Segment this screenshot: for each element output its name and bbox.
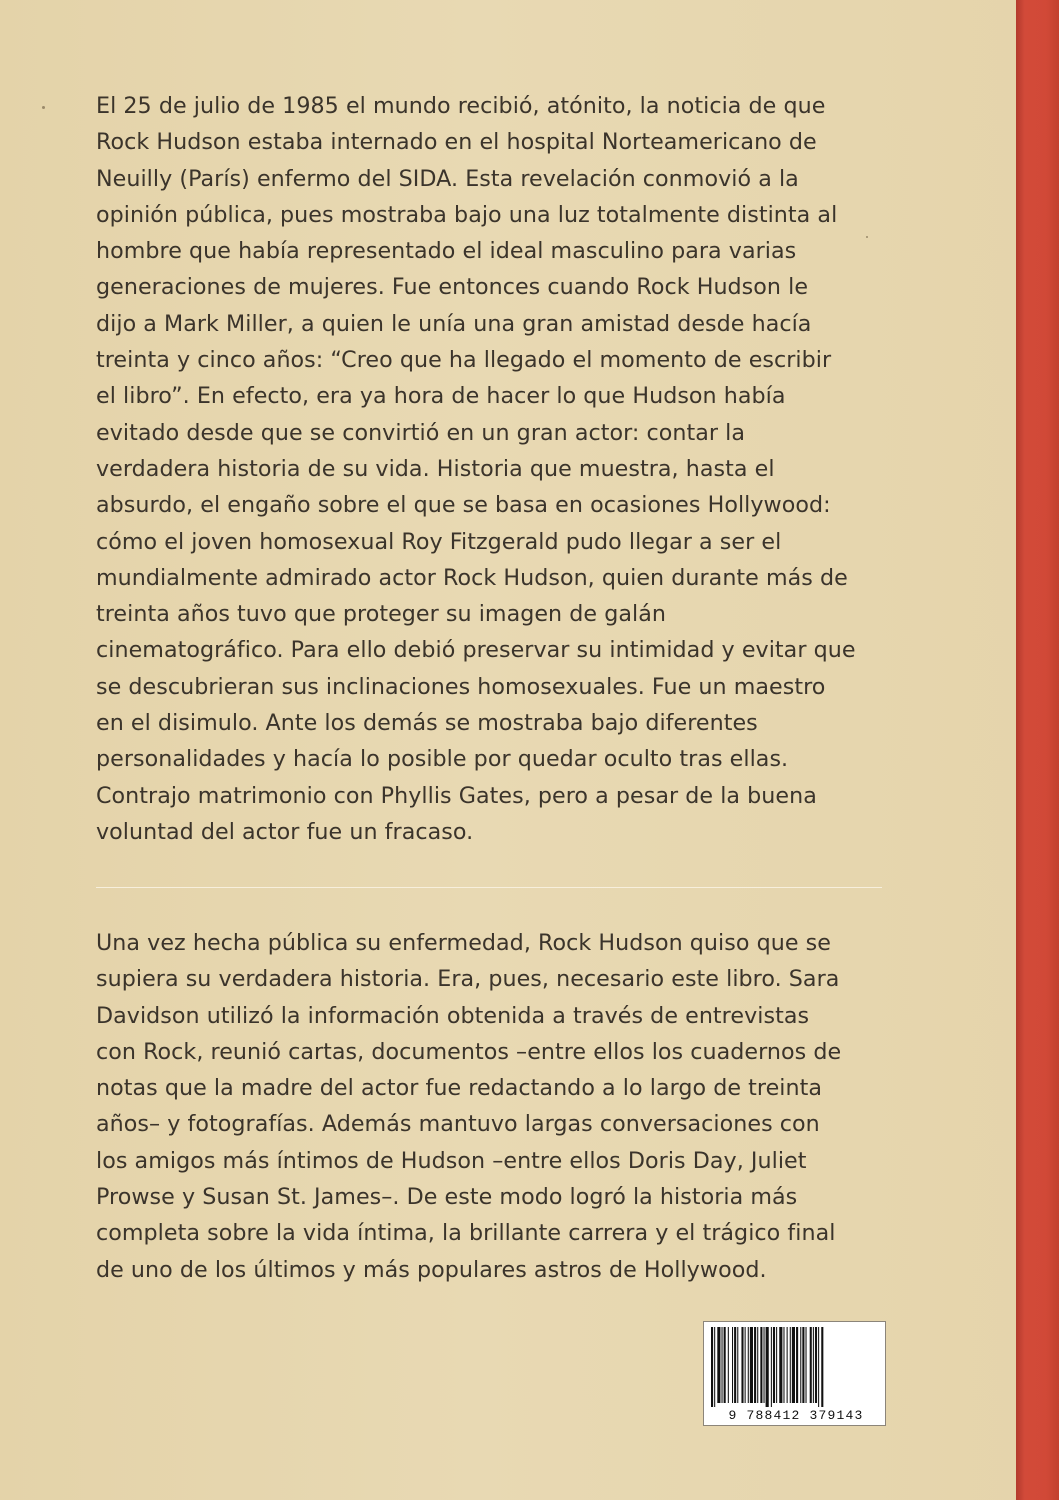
barcode-bar bbox=[792, 1327, 795, 1403]
barcode-bar bbox=[737, 1327, 738, 1403]
barcode-bar bbox=[734, 1327, 736, 1403]
barcode-bar bbox=[779, 1327, 782, 1403]
barcode-bar bbox=[783, 1327, 784, 1403]
barcode-bar bbox=[714, 1327, 715, 1407]
synopsis-paragraph-2: Una vez hecha pública su enfermedad, Rock Hudson quiso que se supiera su verdadera historia. Era, pues, necesario este libro. Sara Davidson utilizó la información obtenida a través de entrevistas con Rock, reunió cartas, documentos –entre ellos los cuadernos de notas que la madre del actor fue redactando a lo largo de treinta años– y fotografías. Además mantuvo largas conversaciones con los amigos más íntimos de Hudson –entre ellos Doris Day, Juliet Prowse y Susan St. James–. De este modo logró la historia más completa sobre la vida íntima, la brillante carrera y el trágico final de uno de los últimos y más populares astros de Hollywood. bbox=[96, 930, 842, 1283]
barcode-bar bbox=[776, 1327, 777, 1403]
barcode-bar bbox=[806, 1327, 807, 1403]
barcode-bar bbox=[818, 1327, 819, 1407]
barcode-bar bbox=[821, 1327, 823, 1407]
barcode-bar bbox=[787, 1327, 788, 1403]
barcode-bar bbox=[773, 1327, 775, 1403]
barcode-bar bbox=[724, 1327, 726, 1403]
isbn-barcode bbox=[703, 1321, 886, 1426]
barcode-bar bbox=[813, 1327, 814, 1403]
barcode-bar bbox=[717, 1327, 720, 1403]
barcode-bar bbox=[800, 1327, 801, 1403]
barcode-bar bbox=[790, 1327, 791, 1403]
barcode-bar bbox=[766, 1327, 769, 1407]
synopsis-paragraph-1: El 25 de julio de 1985 el mundo recibió, atónito, la noticia de que Rock Hudson estaba internado en el hospital Norteamericano de Neuilly (París) enfermo del SIDA. Esta revelación conmovió a la opinión pública, pues mostraba bajo una luz totalmente distinta al hombre que había representado el ideal masculino para varias generaciones de mujeres. Fue entonces cuando Rock Hudson le dijo a Mark Miller, a quien le unía una gran amistad desde hacía treinta y cinco años: “Creo que ha llegado el momento de escribir el libro”. En efecto, era ya hora de hacer lo que Hudson había evitado desde que se convirtió en un gran actor: contar la verdadera historia de su vida. Historia que muestra, hasta el absurdo, el engaño sobre el que se basa en ocasiones Hollywood: cómo el joven homosexual Roy Fitzgerald pudo llegar a ser el mundialmente admirado actor Rock Hudson, quien durante más de treinta años tuvo que proteger su imagen de galán cinematográfico. Para ello debió preservar su intimidad y evitar que se descubrieran sus inclinaciones homosexuales. Fue un maestro en el disimulo. Ante los demás se mostraba bajo diferentes personalidades y hacía lo posible por quedar oculto tras ellas. Contrajo matrimonio con Phyllis Gates, pero a pesar de la buena voluntad del actor fue un fracaso. bbox=[96, 93, 856, 845]
barcode-bar bbox=[745, 1327, 746, 1403]
barcode-bar bbox=[802, 1327, 804, 1403]
barcode-bars bbox=[710, 1327, 882, 1407]
barcode-bar bbox=[815, 1327, 817, 1403]
barcode-bar bbox=[750, 1327, 753, 1403]
barcode-bar bbox=[796, 1327, 798, 1403]
barcode-bar bbox=[754, 1327, 756, 1403]
isbn-digits: 9 788412 379143 bbox=[728, 1408, 864, 1423]
barcode-bar bbox=[748, 1327, 749, 1403]
barcode-bar bbox=[741, 1327, 743, 1403]
barcode-bar bbox=[760, 1327, 762, 1403]
barcode-bar bbox=[728, 1327, 729, 1403]
barcode-bar bbox=[810, 1327, 812, 1403]
barcode-bar bbox=[732, 1327, 733, 1403]
barcode-bar bbox=[711, 1327, 713, 1407]
barcode-bar bbox=[764, 1327, 765, 1403]
barcode-bar bbox=[722, 1327, 723, 1403]
paper-speck bbox=[42, 106, 45, 109]
barcode-bar bbox=[757, 1327, 758, 1403]
red-spine bbox=[1016, 0, 1059, 1500]
barcode-bar bbox=[771, 1327, 772, 1407]
section-divider bbox=[96, 887, 882, 888]
